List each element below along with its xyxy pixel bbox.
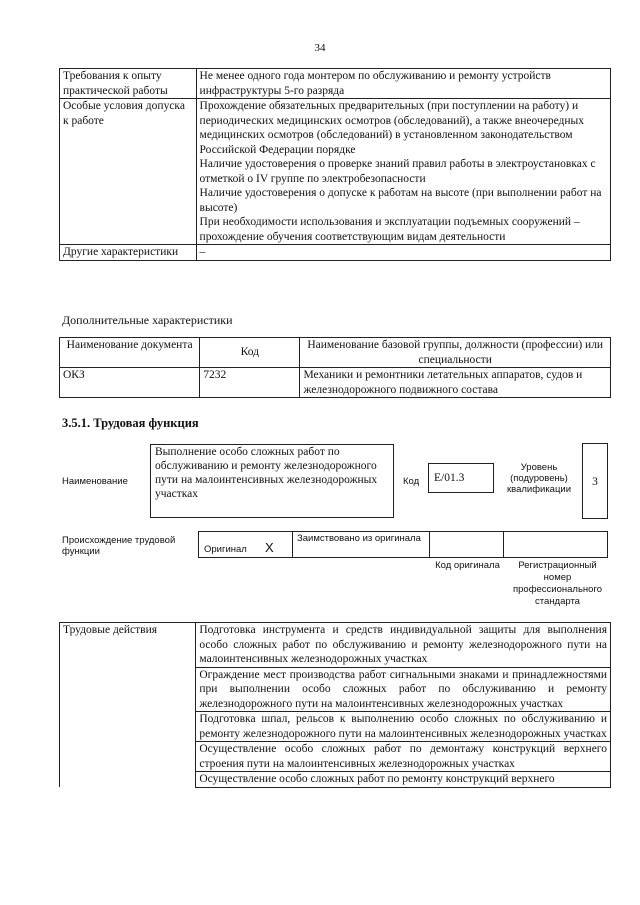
admission-value: Прохождение обязательных предварительных (при поступлении на работу) и периодических медицинских осмотров (обследований), а также внеочередных медицинских осмотров (обследований) в установленном законодательством Российской Федерации порядке Наличие удостоверения о проверке знаний правил работы в электроустановках с отметкой о IV группе по электробезопасности Наличие удостоверения о допуске к работам на высоте (при выполнении работ на высоте) При необходимости использования и эксплуатации подъемных сооружений – прохождение обучения соответствующим видам деятельности: [196, 99, 610, 245]
table-row: [60, 99, 611, 245]
table-header-row: [60, 338, 611, 368]
labor-action-item: Ограждение мест производства работ сигнальными знаками и принадлежностями при выполнении особо сложных работ по обслуживанию и ремонту железнодорожного пути на малоинтенсивных железнодорожных участках: [196, 667, 611, 712]
doc-name-cell: ОКЗ: [60, 368, 200, 398]
experience-label: Требования к опыту практической работы: [60, 69, 197, 99]
reg-number-label: Регистрационный номер профессионального стандарта: [513, 560, 602, 607]
page-number: 34: [314, 42, 326, 54]
experience-value: Не менее одного года монтером по обслуживанию и ремонту устройств инфраструктуры 5-го разряда: [196, 69, 610, 99]
other-value: –: [196, 245, 610, 261]
header-group-name: Наименование базовой группы, должности (профессии) или специальности: [300, 338, 611, 368]
additional-title: Дополнительные характеристики: [62, 313, 233, 327]
code-original-box: [429, 531, 504, 558]
header-code: Код: [200, 338, 300, 368]
table-row: [60, 368, 611, 398]
table-row: [60, 69, 611, 99]
labor-action-item: Подготовка шпал, рельсов к выполнению особо сложных по обслуживанию и ремонту железнодорожного пути на малоинтенсивных железнодорожных участках: [196, 712, 611, 742]
labor-actions-label: Трудовые действия: [60, 623, 196, 788]
requirements-table: [59, 68, 611, 261]
labor-actions-table: [59, 622, 611, 788]
reg-number-box: [503, 531, 608, 558]
borrowed-label: Заимствовано из оригинала: [297, 533, 421, 544]
group-name-cell: Механики и ремонтники летательных аппаратов, судов и железнодорожного подвижного состава: [300, 368, 611, 398]
name-value: Выполнение особо сложных работ по обслуживанию и ремонту железнодорожного пути на малоинтенсивных железнодорожных участках: [150, 444, 394, 518]
other-label: Другие характеристики: [60, 245, 197, 261]
code-value: E/01.3: [428, 463, 494, 493]
origin-label: Происхождение трудовой функции: [62, 535, 176, 557]
labor-action-item: Подготовка инструмента и средств индивидуальной защиты для выполнения особо сложных работ по обслуживанию и ремонту железнодорожного пути на малоинтенсивных железнодорожных участках: [196, 623, 611, 668]
table-row: [60, 623, 611, 668]
name-label: Наименование: [62, 476, 128, 487]
original-label: Оригинал: [204, 544, 247, 555]
labor-function-title: 3.5.1. Трудовая функция: [62, 416, 199, 430]
labor-action-item: Осуществление особо сложных работ по ремонту конструкций верхнего: [196, 772, 611, 788]
level-value: 3: [582, 443, 608, 519]
additional-table: [59, 337, 611, 398]
header-doc-name: Наименование документа: [60, 338, 200, 368]
code-label: Код: [403, 476, 420, 487]
admission-label: Особые условия допуска к работе: [60, 99, 197, 245]
code-original-label: Код оригинала: [435, 560, 500, 571]
labor-action-item: Осуществление особо сложных работ по демонтажу конструкций верхнего строения пути на малоинтенсивных железнодорожных участках: [196, 742, 611, 772]
level-label: Уровень (подуровень) квалификации: [506, 462, 572, 495]
table-row: [60, 245, 611, 261]
original-mark: X: [265, 540, 274, 555]
code-cell: 7232: [200, 368, 300, 398]
